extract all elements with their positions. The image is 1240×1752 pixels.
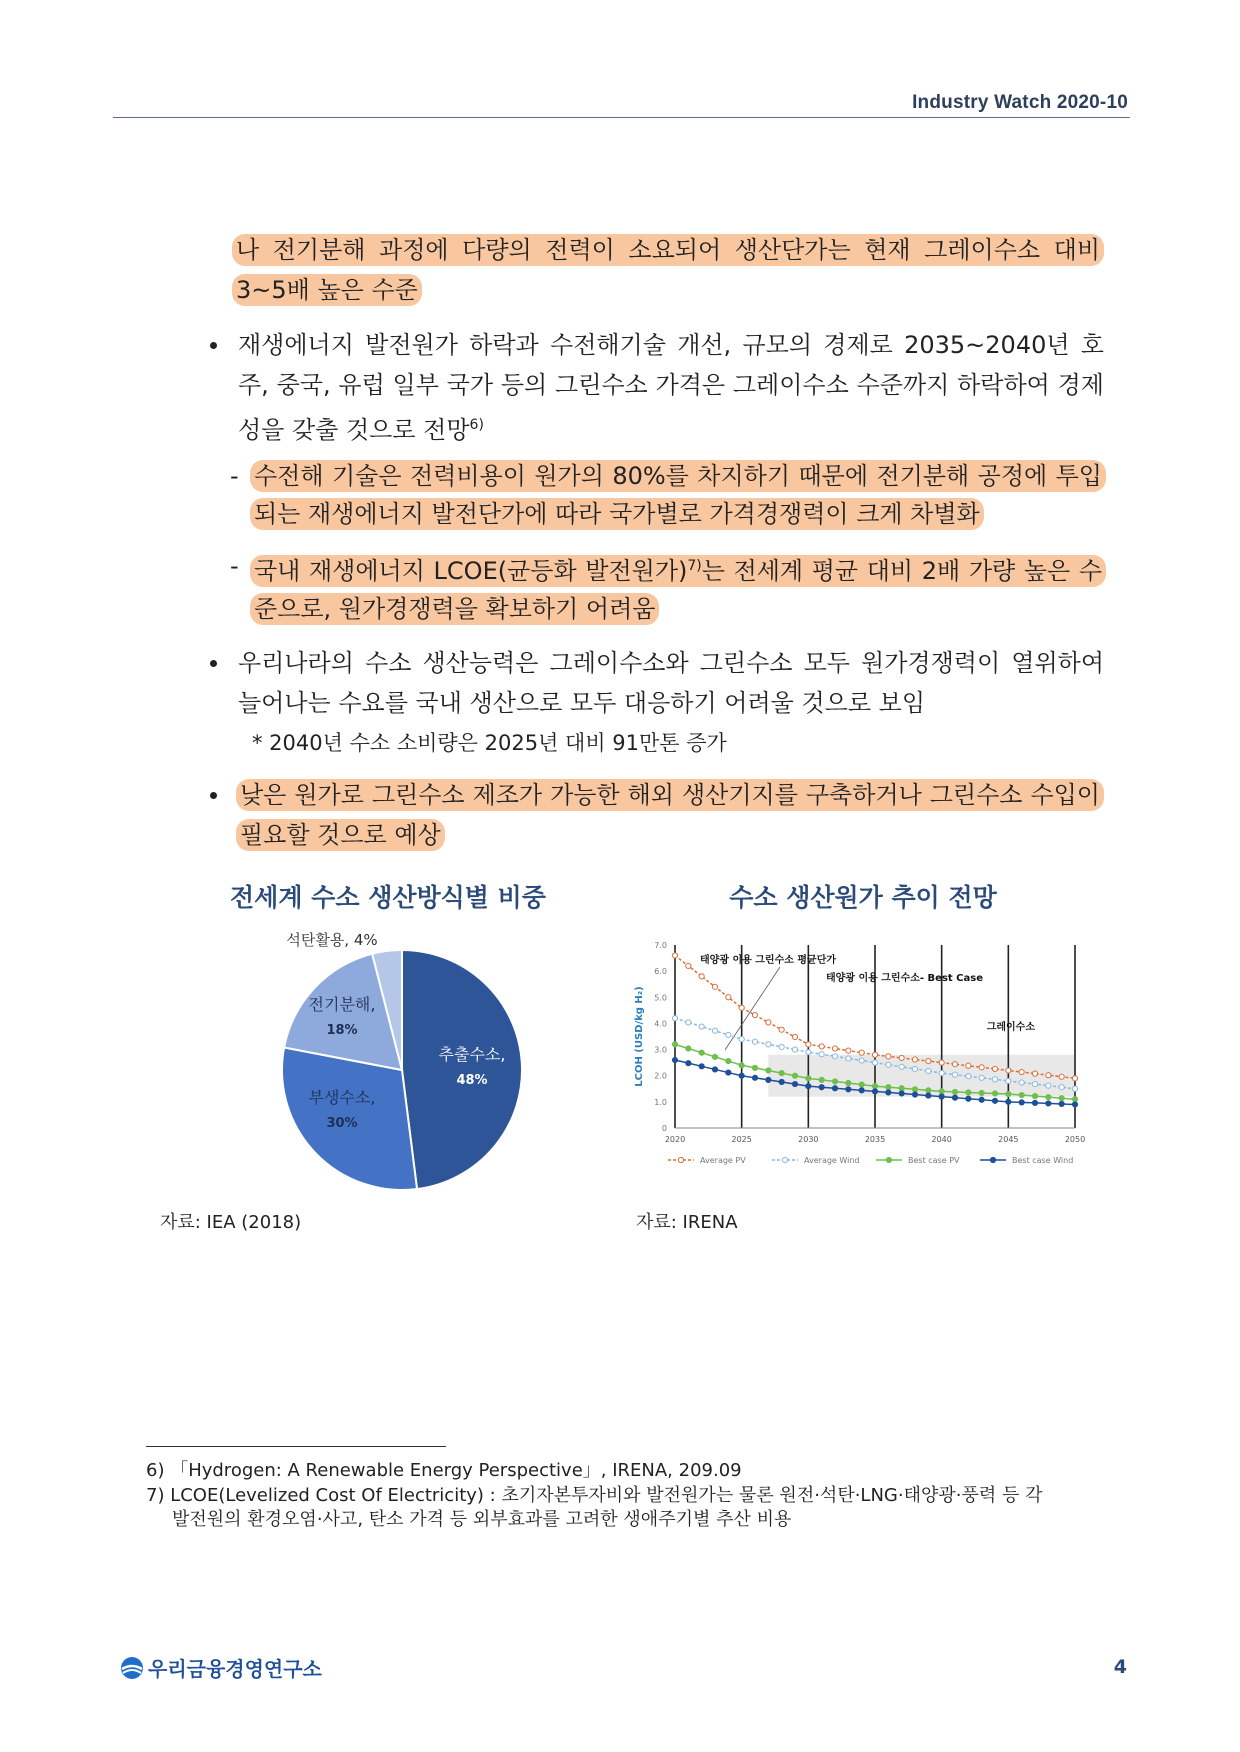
- series-point: [912, 1057, 917, 1062]
- series-point: [939, 1060, 944, 1065]
- dash-item-1: [250, 457, 1106, 533]
- dash-2-text-b: 는 전세계 평균 대비 2배 가량 높은 수준으로, 원가경쟁력을 확보하기 어려움: [254, 557, 1102, 623]
- series-point: [886, 1085, 891, 1090]
- pie-source: 자료: IEA (2018): [160, 1212, 302, 1233]
- line-chart: [630, 935, 1086, 1175]
- series-point: [899, 1064, 904, 1069]
- series-point: [899, 1055, 904, 1060]
- series-point: [846, 1080, 851, 1085]
- series-point: [739, 1063, 744, 1068]
- series-point: [672, 953, 677, 958]
- pie-chart-title: 전세계 수소 생산방식별 비중: [230, 883, 546, 912]
- series-point: [1072, 1097, 1077, 1102]
- series-point: [766, 1020, 771, 1025]
- footnote-ref-7[interactable]: 7): [687, 558, 702, 574]
- y-tick-label: 6.0: [654, 967, 667, 977]
- series-point: [926, 1088, 931, 1093]
- x-tick-label: 2030: [798, 1135, 819, 1144]
- series-point: [1032, 1081, 1037, 1086]
- series-point: [1059, 1074, 1064, 1079]
- series-point: [966, 1090, 971, 1095]
- series-point: [966, 1074, 971, 1079]
- series-point: [899, 1091, 904, 1096]
- series-point: [766, 1042, 771, 1047]
- series-point: [792, 1081, 797, 1086]
- series-point: [846, 1048, 851, 1053]
- series-point: [952, 1062, 957, 1067]
- series-point: [872, 1060, 877, 1065]
- series-point: [966, 1096, 971, 1101]
- series-point: [952, 1072, 957, 1077]
- series-point: [739, 1005, 744, 1010]
- series-point: [1059, 1085, 1064, 1090]
- y-tick-label: 7.0: [654, 941, 667, 950]
- series-point: [699, 1024, 704, 1029]
- series-point: [686, 963, 691, 968]
- logo-text: 우리금융경영연구소: [148, 1657, 322, 1681]
- series-point: [699, 1050, 704, 1055]
- bullet-item-2: [238, 643, 1104, 723]
- page-number: 4: [1113, 1656, 1127, 1678]
- series-point: [1046, 1101, 1051, 1106]
- series-point: [779, 1071, 784, 1076]
- series-point: [779, 1027, 784, 1032]
- series-point: [1046, 1083, 1051, 1088]
- header-title: Industry Watch 2020-10: [912, 92, 1128, 113]
- paragraph-continuation: [232, 230, 1104, 310]
- bullet-icon: [210, 342, 217, 349]
- bullet-2-text: 우리나라의 수소 생산능력은 그레이수소와 그린수소 모두 원가경쟁력이 열위하여 늘어나는 수요를 국내 생산으로 모두 대응하기 어려울 것으로 보임: [238, 649, 1104, 717]
- series-point: [1032, 1071, 1037, 1076]
- logo-icon: [120, 1656, 144, 1680]
- header-divider: [113, 117, 1130, 118]
- series-point: [859, 1050, 864, 1055]
- series-point: [686, 1046, 691, 1051]
- series-point: [832, 1054, 837, 1059]
- series-point: [699, 974, 704, 979]
- series-point: [739, 1073, 744, 1078]
- pie-slice: [402, 950, 522, 1189]
- series-point: [926, 1058, 931, 1063]
- series-point: [952, 1095, 957, 1100]
- y-tick-label: 0: [661, 1124, 667, 1133]
- dash-item-2: [250, 547, 1106, 628]
- x-tick-label: 2020: [664, 1135, 686, 1144]
- series-point: [739, 1037, 744, 1042]
- bullet-item-3: [236, 775, 1104, 855]
- line-chart-title: 수소 생산원가 추이 전망: [729, 883, 997, 912]
- chart-annotation: 태양광 이용 그린수소 평균단가: [700, 955, 837, 966]
- series-point: [726, 1070, 731, 1075]
- series-point: [872, 1089, 877, 1094]
- legend-marker: [990, 1157, 995, 1162]
- series-point: [672, 1042, 677, 1047]
- series-point: [992, 1077, 997, 1082]
- footnote-7-line-2: 발전원의 환경오염·사고, 탄소 가격 등 외부효과를 고려한 생애주기별 추산 비용: [172, 1509, 792, 1530]
- series-point: [1046, 1073, 1051, 1078]
- pie-label: 부생수소,: [308, 1088, 376, 1107]
- dash-marker-2: -: [230, 552, 239, 580]
- y-axis-label: LCOH (USD/kg H₂): [634, 986, 645, 1087]
- series-point: [1072, 1086, 1077, 1091]
- annotation-leader: [725, 967, 780, 1050]
- series-point: [1032, 1094, 1037, 1099]
- series-point: [886, 1090, 891, 1095]
- dash-1-text: 수전해 기술은 전력비용이 원가의 80%를 차지하기 때문에 전기분해 공정에 투입되는 재생에너지 발전단가에 따라 국가별로 가격경쟁력이 크게 차별화: [250, 460, 1106, 530]
- series-point: [979, 1075, 984, 1080]
- series-point: [726, 1032, 731, 1037]
- series-point: [912, 1092, 917, 1097]
- series-point: [992, 1098, 997, 1103]
- series-point: [859, 1082, 864, 1087]
- bullet-1-text: 재생에너지 발전원가 하락과 수전해기술 개선, 규모의 경제로 2035~2040년 호주, 중국, 유럽 일부 국가 등의 그린수소 가격은 그레이수소 수준까지 하락하여 경제성을 갖출 것으로 전망: [238, 331, 1104, 444]
- series-point: [979, 1090, 984, 1095]
- series-point: [672, 1016, 677, 1021]
- series-point: [726, 1058, 731, 1063]
- series-point: [766, 1068, 771, 1073]
- series-point: [1019, 1092, 1024, 1097]
- legend-marker: [886, 1157, 891, 1162]
- series-point: [872, 1052, 877, 1057]
- series-point: [912, 1087, 917, 1092]
- footnote-7-line-1: 7) LCOE(Levelized Cost Of Electricity) : 초기자본투자비와 발전원가는 물론 원전·석탄·LNG·태양광·풍력 등 각: [146, 1485, 1043, 1506]
- legend-marker: [678, 1157, 683, 1162]
- series-point: [899, 1086, 904, 1091]
- x-tick-label: 2050: [1064, 1135, 1086, 1144]
- series-point: [966, 1063, 971, 1068]
- legend-label: Average PV: [700, 1156, 746, 1165]
- series-point: [1032, 1100, 1037, 1105]
- footer-logo[interactable]: [120, 1653, 322, 1682]
- footnote-6: 6) 「Hydrogen: A Renewable Energy Perspective」, IRENA, 209.09: [146, 1460, 742, 1481]
- series-point: [1006, 1091, 1011, 1096]
- footnote-ref-6[interactable]: 6): [469, 417, 484, 433]
- series-point: [939, 1089, 944, 1094]
- series-point: [819, 1052, 824, 1057]
- pie-label: 추출수소,: [438, 1045, 506, 1064]
- chart-annotation: 그레이수소: [986, 1022, 1035, 1033]
- series-point: [792, 1047, 797, 1052]
- series-point: [846, 1056, 851, 1061]
- bullet-icon: [210, 792, 217, 799]
- x-tick-label: 2025: [731, 1135, 752, 1144]
- series-point: [752, 1012, 757, 1017]
- series-point: [872, 1084, 877, 1089]
- y-tick-label: 1.0: [654, 1097, 667, 1107]
- x-tick-label: 2040: [931, 1135, 952, 1144]
- x-tick-label: 2045: [998, 1135, 1019, 1144]
- series-point: [779, 1044, 784, 1049]
- pie-value-label: 48%: [456, 1073, 488, 1088]
- pie-label: 전기분해,: [308, 995, 376, 1014]
- series-point: [752, 1065, 757, 1070]
- legend-label: Best case Wind: [1012, 1156, 1074, 1165]
- series-point: [832, 1046, 837, 1051]
- series-point: [1019, 1080, 1024, 1085]
- series-point: [752, 1039, 757, 1044]
- series-point: [912, 1066, 917, 1071]
- bullet-3-text: 낮은 원가로 그린수소 제조가 가능한 해외 생산기지를 구축하거나 그린수소 수입이 필요할 것으로 예상: [236, 779, 1104, 851]
- series-point: [792, 1034, 797, 1039]
- series-point: [1059, 1101, 1064, 1106]
- series-point: [712, 1067, 717, 1072]
- series-point: [886, 1062, 891, 1067]
- series-point: [712, 1028, 717, 1033]
- series-point: [859, 1088, 864, 1093]
- pie-label: 석탄활용, 4%: [286, 931, 378, 949]
- line-source: 자료: IRENA: [636, 1212, 738, 1233]
- series-point: [1072, 1102, 1077, 1107]
- series-point: [686, 1020, 691, 1025]
- y-tick-label: 3.0: [654, 1045, 667, 1055]
- dash-marker-1: -: [230, 462, 239, 490]
- series-point: [926, 1068, 931, 1073]
- series-point: [712, 984, 717, 989]
- bullet-icon: [210, 660, 217, 667]
- pie-chart: [250, 925, 550, 1195]
- series-point: [819, 1077, 824, 1082]
- series-point: [926, 1093, 931, 1098]
- series-point: [832, 1079, 837, 1084]
- series-point: [846, 1087, 851, 1092]
- bullet-item-1: [238, 325, 1104, 450]
- chart-annotation: 태양광 이용 그린수소- Best Case: [826, 973, 983, 984]
- y-tick-label: 2.0: [654, 1071, 667, 1081]
- series-point: [672, 1057, 677, 1062]
- footnote-divider: [146, 1446, 446, 1447]
- series-point: [806, 1084, 811, 1089]
- x-tick-label: 2035: [864, 1135, 886, 1144]
- series-point: [712, 1054, 717, 1059]
- series-point: [819, 1085, 824, 1090]
- series-point: [1072, 1076, 1077, 1081]
- series-point: [979, 1097, 984, 1102]
- series-point: [1006, 1078, 1011, 1083]
- series-point: [726, 995, 731, 1000]
- series-point: [939, 1094, 944, 1099]
- series-point: [806, 1050, 811, 1055]
- legend-marker: [782, 1157, 787, 1162]
- series-point: [779, 1079, 784, 1084]
- series-point: [859, 1058, 864, 1063]
- series-point: [992, 1066, 997, 1071]
- series-point: [992, 1091, 997, 1096]
- series-point: [1019, 1100, 1024, 1105]
- series-point: [752, 1075, 757, 1080]
- series-point: [819, 1044, 824, 1049]
- dash-2-text-a: 국내 재생에너지 LCOE(균등화 발전원가): [254, 557, 688, 585]
- y-tick-label: 5.0: [654, 993, 667, 1003]
- legend-label: Best case PV: [908, 1156, 960, 1165]
- series-point: [1006, 1099, 1011, 1104]
- series-point: [806, 1042, 811, 1047]
- series-point: [1019, 1069, 1024, 1074]
- y-tick-label: 4.0: [654, 1019, 667, 1029]
- pie-value-label: 18%: [326, 1023, 358, 1038]
- series-point: [1006, 1068, 1011, 1073]
- series-point: [939, 1071, 944, 1076]
- highlight-text: 나 전기분해 과정에 다량의 전력이 소요되어 생산단가는 현재 그레이수소 대비 3~5배 높은 수준: [232, 234, 1104, 306]
- series-point: [832, 1086, 837, 1091]
- series-point: [766, 1077, 771, 1082]
- bullet-2-note: * 2040년 수소 소비량은 2025년 대비 91만톤 증가: [252, 731, 727, 755]
- series-point: [792, 1073, 797, 1078]
- series-point: [979, 1065, 984, 1070]
- series-point: [699, 1064, 704, 1069]
- pie-value-label: 30%: [326, 1116, 358, 1131]
- series-point: [806, 1076, 811, 1081]
- dash-2-text: [250, 555, 1106, 625]
- series-point: [886, 1054, 891, 1059]
- series-point: [952, 1089, 957, 1094]
- series-point: [1046, 1095, 1051, 1100]
- legend-label: Average Wind: [804, 1156, 860, 1165]
- series-point: [1059, 1096, 1064, 1101]
- series-point: [686, 1061, 691, 1066]
